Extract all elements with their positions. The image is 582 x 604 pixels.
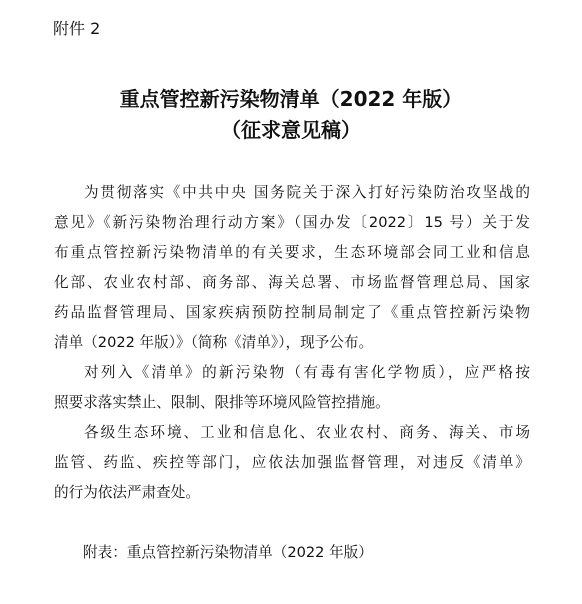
text-line: 照要求落实禁止、限制、限排等环境风险管控措施。: [54, 394, 390, 411]
appendix-note: 附表：重点管控新污染物清单（2022 年版）: [83, 544, 373, 561]
paragraph-3: [54, 418, 530, 508]
document-subtitle: （征求意见稿）: [221, 118, 361, 142]
paragraph-1: [54, 178, 530, 358]
text-line: 各级生态环境、工业和信息化、农业农村、商务、海关、市场: [84, 424, 530, 441]
text-line: 的行为依法严肃查处。: [54, 484, 200, 501]
paragraph-2: [54, 358, 530, 418]
text-line: 药品监督管理局、国家疾病预防控制局制定了《重点管控新污染物: [54, 304, 530, 321]
text-line: 意见》《新污染物治理行动方案》（国办发〔2022〕15 号）关于发: [54, 214, 530, 231]
text-line: 监管、药监、疾控等部门，应依法加强监督管理，对违反《清单》: [54, 454, 530, 471]
attachment-label: 附件 2: [53, 19, 101, 38]
text-line: 为贯彻落实《中共中央 国务院关于深入打好污染防治攻坚战的: [84, 184, 530, 201]
document-body: [54, 178, 530, 508]
text-line: 布重点管控新污染物清单的有关要求，生态环境部会同工业和信息: [54, 244, 530, 261]
text-line: 对列入《清单》的新污染物（有毒有害化学物质），应严格按: [84, 364, 530, 381]
text-line: 化部、农业农村部、商务部、海关总署、市场监督管理总局、国家: [54, 274, 530, 291]
text-line: 清单（2022 年版）》（简称《清单》），现予公布。: [54, 334, 374, 351]
document-title: 重点管控新污染物清单（2022 年版）: [119, 87, 463, 111]
